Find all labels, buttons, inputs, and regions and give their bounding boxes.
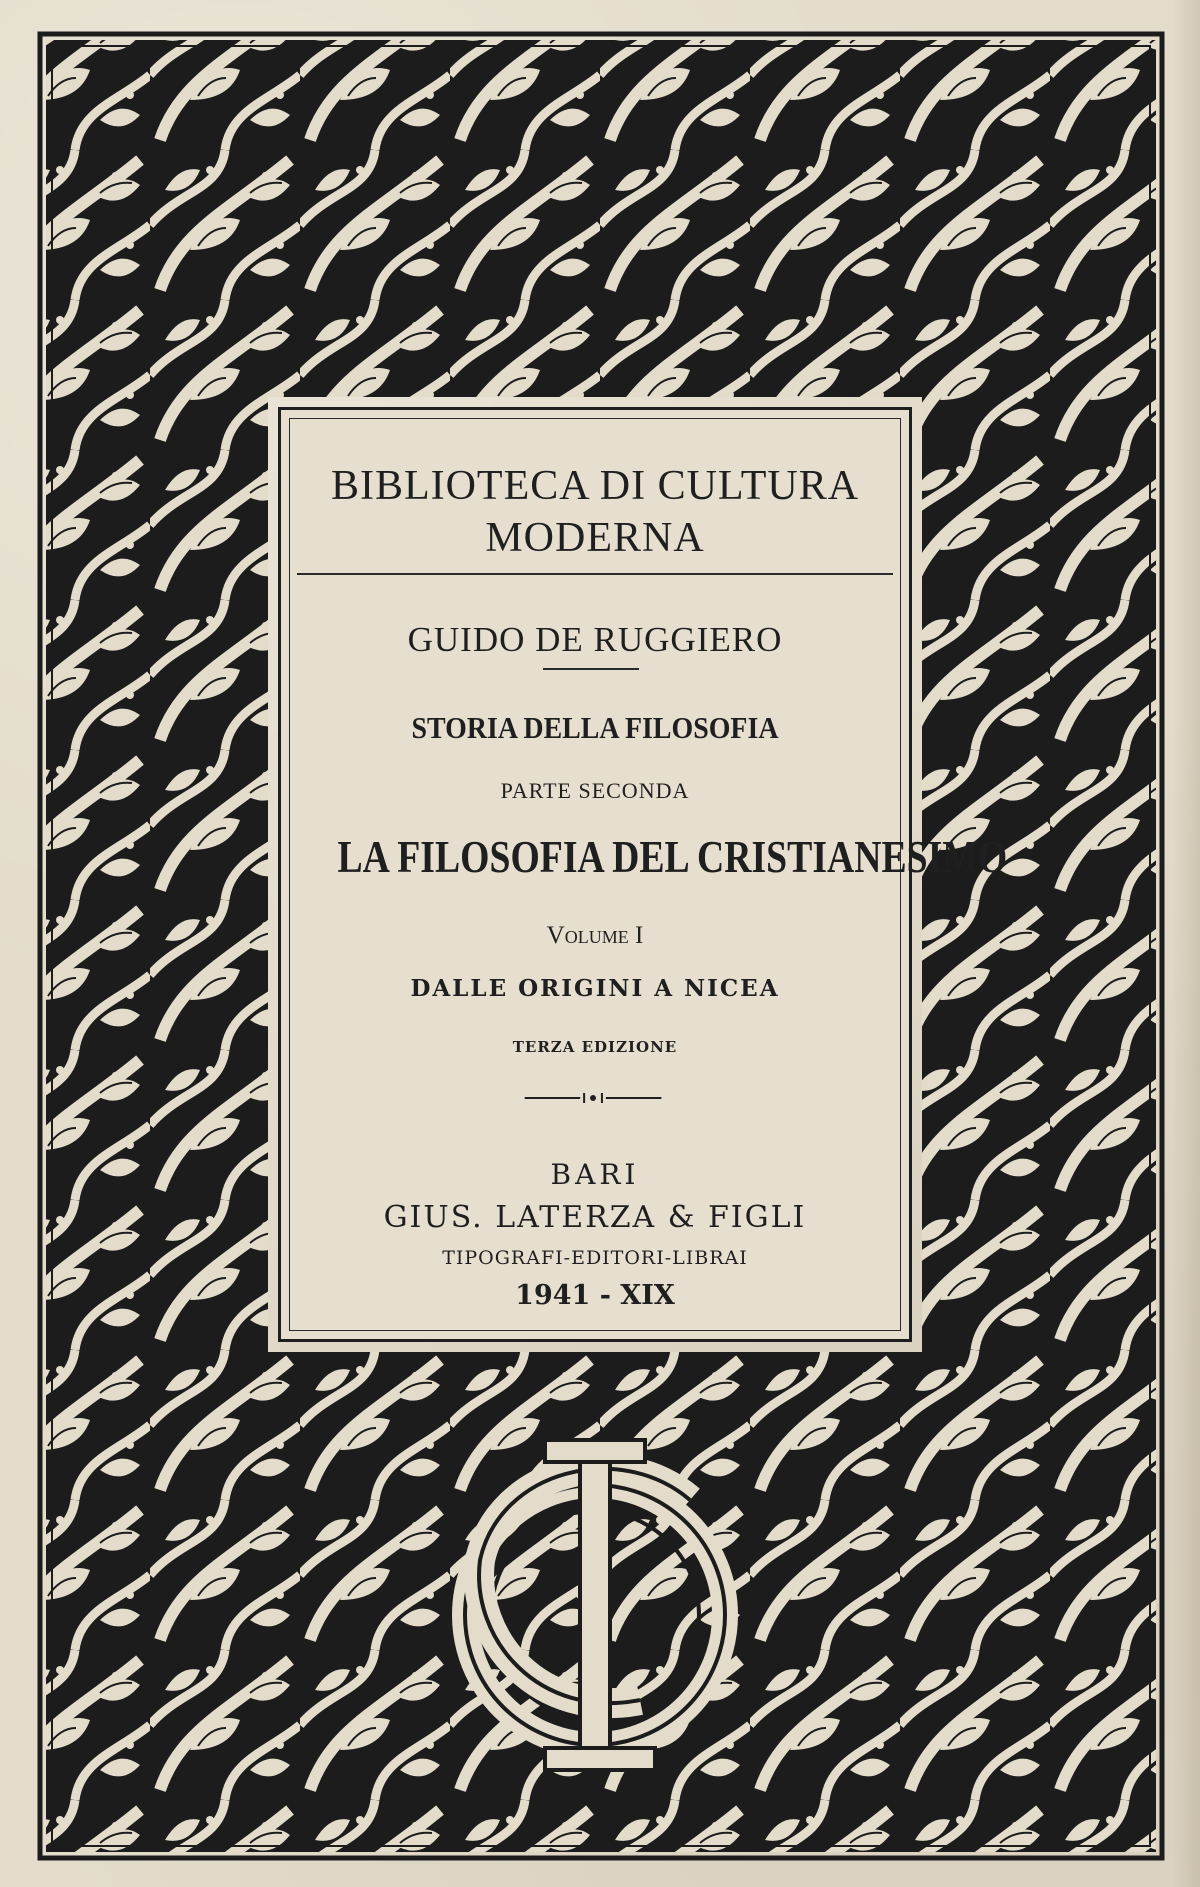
- part-label: PARTE SECONDA: [500, 778, 690, 803]
- short-divider-rule: [543, 668, 639, 670]
- divider-rule: [297, 573, 893, 575]
- publisher-trade: TIPOGRAFI-EDITORI-LIBRAI: [442, 1247, 748, 1269]
- edition-label: TERZA EDIZIONE: [512, 1038, 678, 1056]
- title-panel: [278, 407, 1008, 1342]
- publisher-name: GIUS. LATERZA & FIGLI: [383, 1200, 807, 1235]
- series-title-line1: BIBLIOTECA DI CULTURA: [330, 463, 860, 509]
- volume-label: [281, 922, 909, 950]
- volume-subtitle: DALLE ORIGINI A NICEA: [410, 975, 780, 1002]
- volume-word: Volume: [546, 922, 629, 949]
- author-name: GUIDO DE RUGGIERO: [407, 620, 783, 659]
- series-title-line2: MODERNA: [485, 515, 705, 561]
- publication-date: 1941 - XIX: [515, 1280, 675, 1311]
- book-subtitle: LA FILOSOFIA DEL CRISTIANESIMO: [337, 831, 1008, 882]
- work-title: STORIA DELLA FILOSOFIA: [411, 710, 779, 745]
- fleuron-ornament-icon: [281, 1088, 909, 1108]
- volume-number: I: [634, 922, 644, 949]
- publisher-city: BARI: [550, 1158, 640, 1191]
